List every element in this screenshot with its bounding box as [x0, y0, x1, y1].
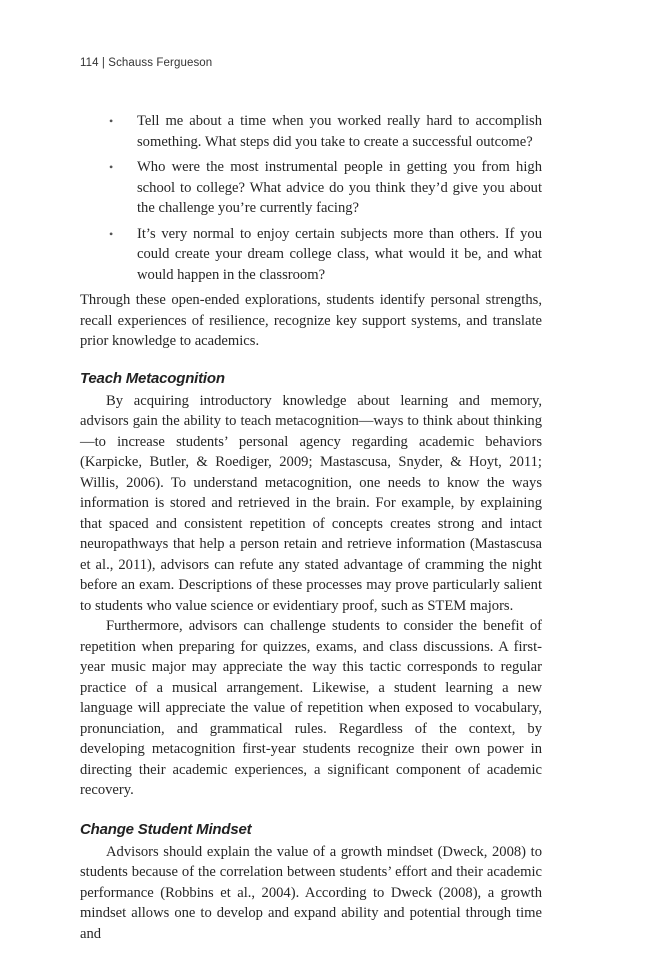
- paragraph: By acquiring introductory knowledge about learning and memory, advisors gain the ability to teach metacognition—ways to think about thinking—to increase students’ personal agency regarding academic behaviors (Karpicke, Butler, & Roediger, 2009; Mastascusa, Snyder, & Hoyt, 2011; Willis, 2006). To understand metacognition, one needs to know the ways information is stored and retrieved in the brain. For example, by explaining that spaced and consistent repetition of concepts creates strong and intact neuropathways that help a person retain and retrieve information (Mastascusa et al., 2011), advisors can refute any stated advantage of cramming the night before an exam. Descriptions of these processes may prove particularly salient to students who value science or evidentiary proof, such as STEM majors.: [80, 392, 542, 614]
- section-heading-mindset: Change Student Mindset: [80, 820, 252, 838]
- body-text-column: [80, 111, 542, 944]
- bullet-icon: •: [109, 114, 114, 128]
- list-item-text: Who were the most instrumental people in getting you from high school to college? What advice do you think they’d give you about the challenge you’re currently facing?: [137, 159, 542, 216]
- list-item: [80, 111, 542, 152]
- paragraph: Advisors should explain the value of a growth mindset (Dweck, 2008) to students because of the correlation between students’ effort and their academic performance (Robbins et al., 2004). According to Dweck (2008), a growth mindset allows one to develop and expand ability and potential through time and: [80, 843, 542, 942]
- paragraph: Furthermore, advisors can challenge students to consider the benefit of repetition when preparing for quizzes, exams, and class discussions. A first-year music major may appreciate the way this tactic corresponds to regular practice of a musical arrangement. Likewise, a student learning a new language will appreciate the value of repetition when exposed to vocabulary, pronunciation, and grammatical rules. Regardless of the context, by developing metacognition first-year students recognize their own power in directing their academic experiences, a significant component of academic recovery.: [80, 618, 542, 798]
- bullet-icon: •: [109, 226, 114, 241]
- section-heading-metacognition: Teach Metacognition: [80, 369, 225, 387]
- list-item-text: Tell me about a time when you worked really hard to accomplish something. What steps did you take to create a successful outcome?: [137, 113, 542, 150]
- running-head: 114 | Schauss Fergueson: [80, 57, 213, 69]
- prompt-list: [80, 111, 542, 285]
- bullet-icon: •: [109, 160, 114, 174]
- list-item: [80, 157, 542, 219]
- intro-paragraph: Through these open-ended explorations, students identify personal strengths, recall experiences of resilience, recognize key support systems, and translate prior knowledge to academics.: [80, 292, 542, 349]
- list-item: [80, 224, 542, 286]
- list-item-text: It’s very normal to enjoy certain subjects more than others. If you could create your dream college class, what would it be, and what would happen in the classroom?: [137, 225, 542, 283]
